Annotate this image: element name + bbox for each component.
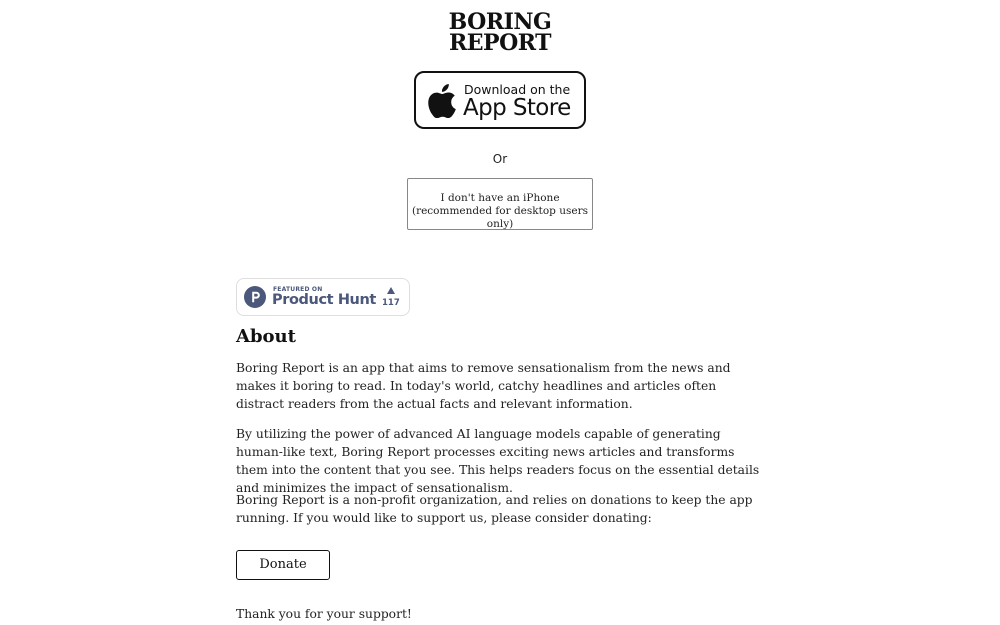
about-paragraph: By utilizing the power of advanced AI language models capable of generating human-like text, Boring Report processes exciting news articles and transforms them into the content that you see. This helps readers focus on the essential details and minimizes the impact of sensationalism.	[236, 427, 760, 495]
product-hunt-badge[interactable]	[236, 278, 410, 316]
no-iphone-button[interactable]	[407, 178, 593, 230]
no-iphone-sublabel: (recommended for desktop users only)	[411, 205, 589, 230]
logo-line-2: REPORT	[448, 30, 552, 56]
about-heading: About	[236, 326, 296, 347]
upvote-arrow-icon	[387, 287, 395, 294]
boring-report-logo	[0, 9, 1000, 56]
apple-icon	[428, 84, 456, 118]
donate-button[interactable]: Donate	[236, 550, 330, 580]
featured-on-label: FEATURED ON	[273, 286, 323, 293]
app-store-big-label: App Store	[463, 95, 571, 121]
product-hunt-icon	[244, 286, 266, 308]
upvote-count: 117	[382, 298, 400, 308]
app-store-download-button[interactable]	[414, 71, 586, 129]
no-iphone-label: I don't have an iPhone	[440, 192, 560, 204]
app-store-small-label: Download on the	[464, 82, 571, 97]
thank-you-text: Thank you for your support!	[236, 607, 412, 621]
about-paragraph: Boring Report is an app that aims to remove sensationalism from the news and makes it boring to read. In today's world, catchy headlines and articles often distract readers from the actual facts and relevant information.	[236, 361, 731, 411]
logo-line-1: BORING	[448, 9, 552, 35]
or-separator: Or	[492, 152, 508, 166]
about-paragraph: Boring Report is a non-profit organization, and relies on donations to keep the app running. If you would like to support us, please consider donating:	[236, 493, 753, 525]
product-hunt-label: Product Hunt	[272, 292, 376, 308]
